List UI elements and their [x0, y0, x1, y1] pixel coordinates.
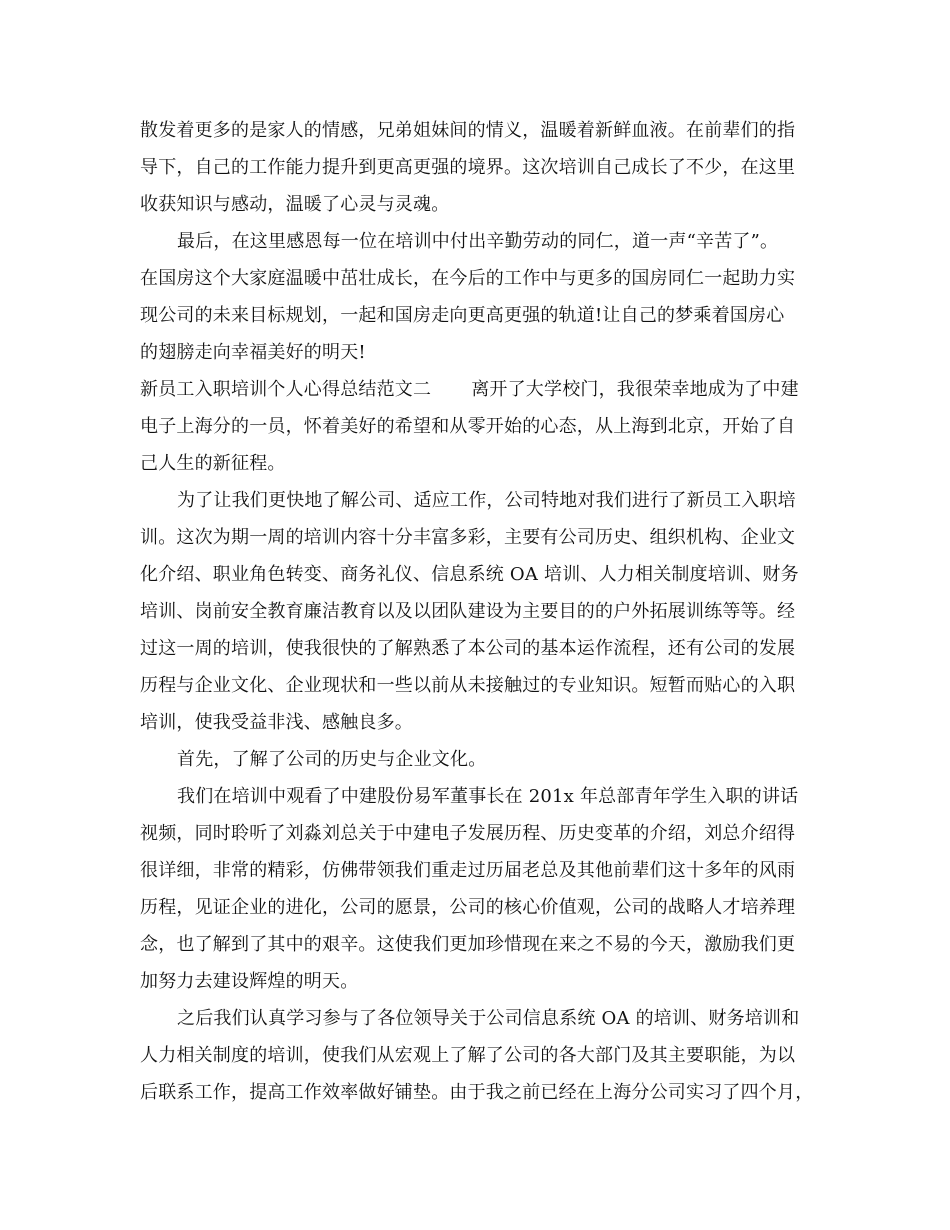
- text-line: 训。这次为期一周的培训内容十分丰富多彩，主要有公司历史、组织机构、企业文: [140, 527, 796, 548]
- text-line: 的翅膀走向幸福美好的明天!: [140, 342, 366, 363]
- text-line: 培训、岗前安全教育廉洁教育以及以团队建设为主要目的的户外拓展训练等等。经: [140, 601, 796, 622]
- text-line: 加努力去建设辉煌的明天。: [140, 971, 359, 992]
- text-line: 视频，同时聆听了刘淼刘总关于中建电子发展历程、历史变革的介绍，刘总介绍得: [140, 823, 796, 844]
- text-line: 之后我们认真学习参与了各位领导关于公司信息系统 OA 的培训、财务培训和: [177, 1008, 800, 1029]
- text-line: 电子上海分的一员，怀着美好的希望和从零开始的心态，从上海到北京，开始了自: [140, 416, 796, 437]
- text-line: 过这一周的培训，使我很快的了解熟悉了本公司的基本运作流程，还有公司的发展: [140, 638, 796, 659]
- text-line: 首先，了解了公司的历史与企业文化。: [177, 749, 487, 770]
- text-line: 人力相关制度的培训，使我们从宏观上了解了公司的各大部门及其主要职能，为以: [140, 1045, 796, 1066]
- section-heading-line: [140, 379, 799, 401]
- section-heading: 新员工入职培训个人心得总结范文二: [140, 379, 432, 400]
- text-line: 收获知识与感动，温暖了心灵与灵魂。: [140, 194, 450, 215]
- text-line: 化介绍、职业角色转变、商务礼仪、信息系统 OA 培训、人力相关制度培训、财务: [140, 564, 799, 585]
- text-line: 很详细，非常的精彩，仿佛带领我们重走过历届老总及其他前辈们这十多年的风雨: [140, 860, 796, 881]
- text-line: 我们在培训中观看了中建股份易军董事长在 201x 年总部青年学生入职的讲话: [177, 786, 799, 807]
- text-line: 培训，使我受益非浅、感触良多。: [140, 712, 413, 733]
- text-line: 历程，见证企业的进化，公司的愿景，公司的核心价值观，公司的战略人才培养理: [140, 897, 796, 918]
- text-line: 导下，自己的工作能力提升到更高更强的境界。这次培训自己成长了不少，在这里: [140, 157, 796, 178]
- text-line: 念，也了解到了其中的艰辛。这使我们更加珍惜现在来之不易的今天，激励我们更: [140, 934, 796, 955]
- text-line: 后联系工作，提高工作效率做好铺垫。由于我之前已经在上海分公司实习了四个月，: [140, 1082, 814, 1103]
- text-line: 离开了大学校门，我很荣幸地成为了中建: [471, 379, 799, 400]
- text-line: 现公司的未来目标规划，一起和国房走向更高更强的轨道!让自己的梦乘着国房心: [140, 305, 785, 326]
- text-line: 最后，在这里感恩每一位在培训中付出辛勤劳动的同仁，道一声“辛苦了”。: [177, 231, 779, 252]
- text-line: 为了让我们更快地了解公司、适应工作，公司特地对我们进行了新员工入职培: [177, 490, 796, 511]
- text-line: 历程与企业文化、企业现状和一些以前从未接触过的专业知识。短暂而贴心的入职: [140, 675, 796, 696]
- text-line: 己人生的新征程。: [140, 453, 286, 474]
- text-line: 散发着更多的是家人的情感，兄弟姐妹间的情义，温暖着新鲜血液。在前辈们的指: [140, 120, 796, 141]
- text-line: 在国房这个大家庭温暖中茁壮成长，在今后的工作中与更多的国房同仁一起助力实: [140, 268, 796, 289]
